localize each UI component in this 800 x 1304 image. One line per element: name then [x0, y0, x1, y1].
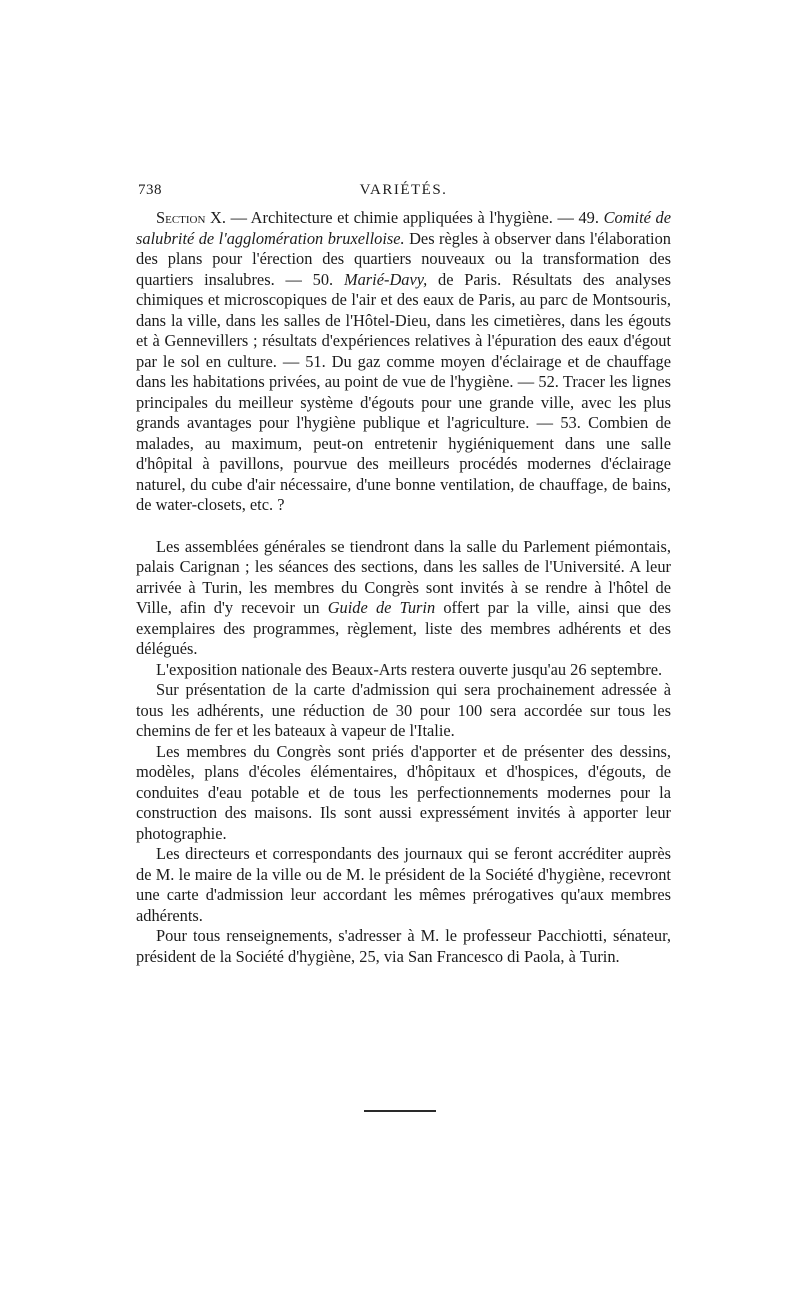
admission-paragraph: Sur présentation de la carte d'admission qui sera prochainement adressée à tous les adhérents, une réduction de 30 pour 100 sera accordée sur tous les chemins de fer et les bateaux à vapeur de l'Italie.: [136, 680, 671, 740]
running-title: VARIÉTÉS.: [359, 182, 448, 198]
press-paragraph: Les directeurs et correspondants des journaux qui se feront accréditer auprès de M. le maire de la ville ou de M. le président de la Société d'hygiène, recevront une carte d'admission leur accordant les mêmes prérogatives qu'aux membres adhérents.: [136, 844, 671, 925]
section-text-1: Des règles à observer dans l'élaboration des plans pour l'érection des quartiers nouveaux ou la transformation des quartiers insalubres. — 50.: [136, 228, 671, 289]
assemblies-text-2: offert par la ville, ainsi que des exemplaires des programmes, règlement, liste des membres adhérents et des délégués.: [136, 598, 672, 658]
guide-title: Guide de Turin: [327, 598, 436, 617]
members-paragraph: Les membres du Congrès sont priés d'apporter et de présenter des dessins, modèles, plans d'écoles élémentaires, d'hôpitaux et d'hospices, d'égouts, de conduites d'eau potable et de tous les perfectionnements modernes pour la construction des maisons. Ils sont aussi expressément invités à apporter leur photographie.: [136, 741, 671, 843]
running-header: [136, 182, 671, 208]
exhibition-paragraph: L'exposition nationale des Beaux-Arts restera ouverte jusqu'au 26 septembre.: [156, 659, 663, 679]
body-text: [136, 208, 671, 967]
committee-name: Comité de salubrité de l'agglomération bruxelloise.: [136, 208, 671, 248]
assemblies-paragraph: [136, 537, 671, 660]
page-number: 738: [138, 182, 162, 198]
author-name: Marié-Davy,: [343, 269, 428, 289]
information-paragraph: Pour tous renseignements, s'adresser à M. le professeur Pacchiotti, sénateur, président de la Société d'hygiène, 25, via San Francesco di Paola, à Turin.: [136, 926, 671, 966]
section-title: — Architecture et chimie appliquées à l'hygiène. — 49.: [225, 208, 604, 227]
section-x-paragraph: [136, 208, 671, 516]
section-label: Section X.: [156, 208, 226, 227]
assemblies-text-1: Les assemblées générales se tiendront dans la salle du Parlement piémontais, palais Carignan ; les séances des sections, dans les salles de l'Université. A leur arrivée à Turin, les membres du Congrès sont invités à se rendre à l'hôtel de Ville, afin d'y recevoir un: [136, 536, 671, 617]
closing-rule: [364, 1110, 436, 1112]
section-text-2: de Paris. Résultats des analyses chimiques et microscopiques de l'air et des eaux de Paris, au parc de Montsouris, dans la ville, dans les salles de l'Hôtel-Dieu, dans les cimetières, dans les égouts et à Gennevillers ; résultats d'expériences relatives à l'épuration des eaux d'égout par le sol en culture. — 51. Du gaz comme moyen d'éclairage et de chauffage dans les habitations privées, au point de vue de l'hygiène. — 52. Tracer les lignes principales du meilleur système d'égouts pour une grande ville, avec les plus grands avantages pour l'hygiène publique et l'agriculture. — 53. Combien de malades, au maximum, peut-on entretenir hygiéniquement dans une salle d'hôpital à pavillons, pourvue des meilleurs procédés modernes d'éclairage naturel, du cube d'air nécessaire, d'une bonne ventilation, de chauffage, de bains, de water-closets, etc. ?: [136, 269, 671, 514]
document-page: [136, 182, 671, 967]
